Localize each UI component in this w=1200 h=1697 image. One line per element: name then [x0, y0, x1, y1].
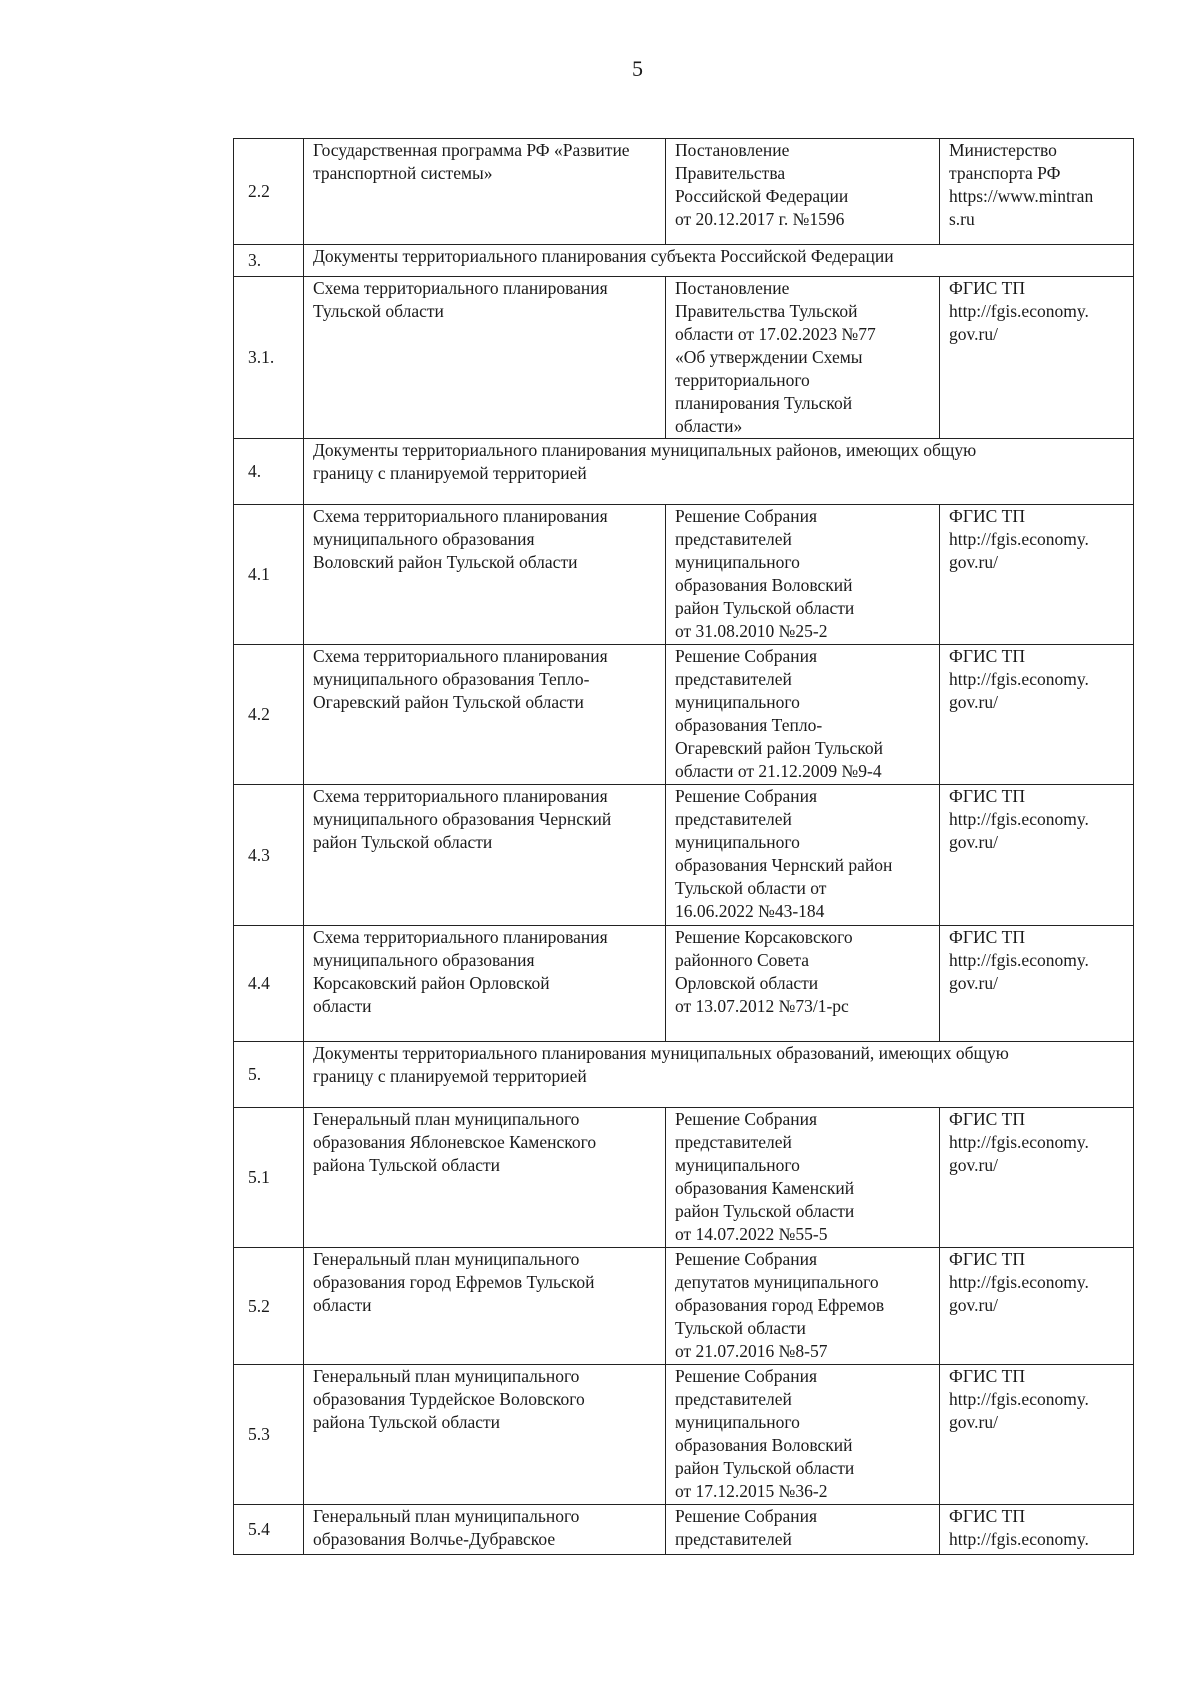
section-row [234, 245, 1134, 277]
table-row [234, 926, 1134, 1042]
source-reference: ФГИС ТП http://fgis.economy. gov.ru/ [940, 1248, 1134, 1365]
approval-act: Решение Собрания представителей муниципального образования Тепло- Огаревский район Тульской области от 21.12.2009 №9-4 [666, 645, 940, 785]
section-title: Документы территориального планирования муниципальных образований, имеющих общую границу с планируемой территорией [304, 1042, 1134, 1108]
approval-act: Решение Собрания депутатов муниципального образования город Ефремов Тульской области от 21.07.2016 №8-57 [666, 1248, 940, 1365]
section-title: Документы территориального планирования субъекта Российской Федерации [304, 245, 1134, 277]
section-number: 4. [234, 439, 304, 505]
section-row [234, 439, 1134, 505]
document-name: Государственная программа РФ «Развитие транспортной системы» [304, 139, 666, 245]
source-reference: Министерство транспорта РФ https://www.mintran s.ru [940, 139, 1134, 245]
approval-act: Решение Собрания представителей муниципального образования Каменский район Тульской области от 14.07.2022 №55-5 [666, 1108, 940, 1248]
row-number: 5.3 [234, 1365, 304, 1505]
row-number: 4.3 [234, 785, 304, 926]
document-name: Схема территориального планирования Тульской области [304, 277, 666, 439]
document-name: Схема территориального планирования муниципального образования Тепло- Огаревский район Тульской области [304, 645, 666, 785]
documents-table [233, 138, 1134, 1555]
table-row [234, 1108, 1134, 1248]
row-number: 4.4 [234, 926, 304, 1042]
table-row [234, 1505, 1134, 1555]
approval-act: Постановление Правительства Российской Федерации от 20.12.2017 г. №1596 [666, 139, 940, 245]
table-row [234, 139, 1134, 245]
row-number: 3.1. [234, 277, 304, 439]
source-reference: ФГИС ТП http://fgis.economy. gov.ru/ [940, 277, 1134, 439]
section-title: Документы территориального планирования муниципальных районов, имеющих общую границу с планируемой территорией [304, 439, 1134, 505]
row-number: 2.2 [234, 139, 304, 245]
approval-act: Решение Собрания представителей муниципального образования Воловский район Тульской области от 17.12.2015 №36-2 [666, 1365, 940, 1505]
section-row [234, 1042, 1134, 1108]
table-row [234, 1365, 1134, 1505]
document-name: Генеральный план муниципального образования город Ефремов Тульской области [304, 1248, 666, 1365]
approval-act: Решение Собрания представителей муниципального образования Воловский район Тульской области от 31.08.2010 №25-2 [666, 505, 940, 645]
table-row [234, 785, 1134, 926]
source-reference: ФГИС ТП http://fgis.economy. [940, 1505, 1134, 1555]
document-name: Генеральный план муниципального образования Турдейское Воловского района Тульской области [304, 1365, 666, 1505]
document-name: Генеральный план муниципального образования Яблоневское Каменского района Тульской области [304, 1108, 666, 1248]
section-number: 5. [234, 1042, 304, 1108]
document-name: Схема территориального планирования муниципального образования Корсаковский район Орловской области [304, 926, 666, 1042]
source-reference: ФГИС ТП http://fgis.economy. gov.ru/ [940, 1108, 1134, 1248]
table-row [234, 277, 1134, 439]
document-name: Схема территориального планирования муниципального образования Чернский район Тульской области [304, 785, 666, 926]
table-row [234, 505, 1134, 645]
row-number: 5.1 [234, 1108, 304, 1248]
page-number: 5 [632, 56, 643, 81]
table-row [234, 1248, 1134, 1365]
approval-act: Решение Собрания представителей муниципального образования Чернский район Тульской области от 16.06.2022 №43-184 [666, 785, 940, 926]
row-number: 4.2 [234, 645, 304, 785]
approval-act: Решение Собрания представителей [666, 1505, 940, 1555]
row-number: 4.1 [234, 505, 304, 645]
approval-act: Решение Корсаковского районного Совета Орловской области от 13.07.2012 №73/1-рс [666, 926, 940, 1042]
source-reference: ФГИС ТП http://fgis.economy. gov.ru/ [940, 1365, 1134, 1505]
document-name: Схема территориального планирования муниципального образования Воловский район Тульской области [304, 505, 666, 645]
table-row [234, 645, 1134, 785]
row-number: 5.2 [234, 1248, 304, 1365]
source-reference: ФГИС ТП http://fgis.economy. gov.ru/ [940, 645, 1134, 785]
document-name: Генеральный план муниципального образования Волчье-Дубравское [304, 1505, 666, 1555]
section-number: 3. [234, 245, 304, 277]
source-reference: ФГИС ТП http://fgis.economy. gov.ru/ [940, 505, 1134, 645]
row-number: 5.4 [234, 1505, 304, 1555]
source-reference: ФГИС ТП http://fgis.economy. gov.ru/ [940, 785, 1134, 926]
source-reference: ФГИС ТП http://fgis.economy. gov.ru/ [940, 926, 1134, 1042]
approval-act: Постановление Правительства Тульской области от 17.02.2023 №77 «Об утверждении Схемы территориального планирования Тульской области» [666, 277, 940, 439]
